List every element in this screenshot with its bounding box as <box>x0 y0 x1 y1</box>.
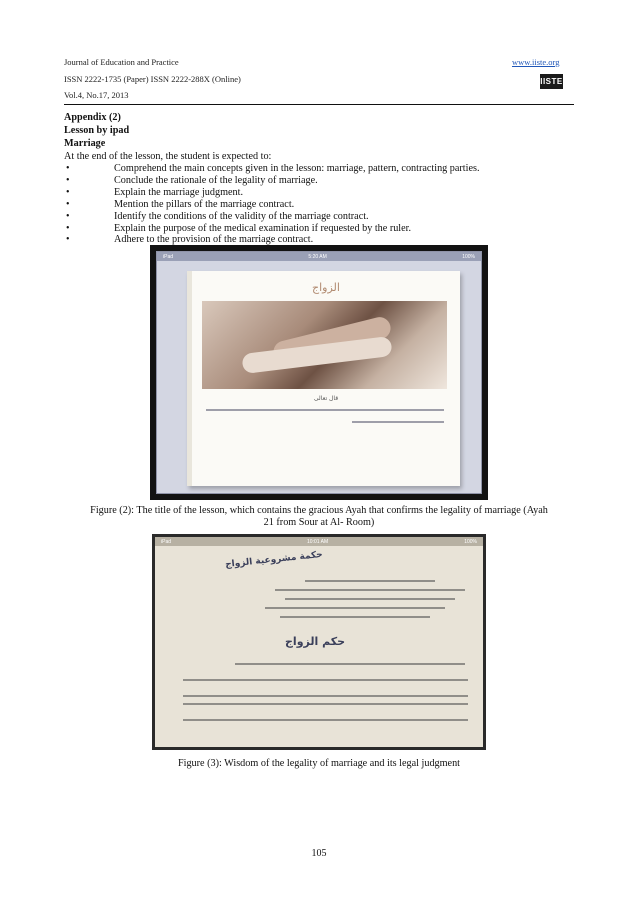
judgment-heading: حكم الزواج <box>285 635 346 648</box>
verse-text-line <box>206 409 444 411</box>
objectives-intro: At the end of the lesson, the student is expected to: <box>64 151 272 162</box>
lesson-page <box>187 271 460 486</box>
judgment-text-line <box>235 663 465 665</box>
ipad-screen <box>156 251 482 494</box>
verse-text-line <box>352 421 444 423</box>
header-rule <box>64 104 574 105</box>
wisdom-heading: حكمة مشروعية الزواج <box>224 549 324 571</box>
lesson-arabic-title: الزواج <box>312 281 340 294</box>
objective-item: • Comprehend the main concepts given in the lesson: marriage, pattern, contracting parties. <box>64 163 574 175</box>
volume-line: Vol.4, No.17, 2013 <box>64 90 129 100</box>
wisdom-text-line <box>265 607 445 609</box>
figure3-caption: Figure (3): Wisdom of the legality of marriage and its legal judgment <box>177 758 461 769</box>
objective-item: • Adhere to the provision of the marriage contract. <box>64 234 574 246</box>
objective-item: • Mention the pillars of the marriage contract. <box>64 199 574 211</box>
judgment-text-line <box>183 679 468 681</box>
iiste-logo: IISTE <box>540 74 563 89</box>
status-device: iPad <box>161 538 172 545</box>
judgment-text-line <box>183 695 468 697</box>
figure3-screenshot <box>152 534 486 750</box>
figure2-caption-line2: 21 from Sour at Al- Room) <box>263 517 375 528</box>
figure2-caption <box>64 505 574 529</box>
status-battery: 100% <box>464 538 477 545</box>
objective-item: • Conclude the rationale of the legality of marriage. <box>64 175 574 187</box>
issn-line: ISSN 2222-1735 (Paper) ISSN 2222-288X (Online) <box>64 74 241 84</box>
judgment-text-line <box>183 703 468 705</box>
status-time: 5:20 AM <box>308 253 327 260</box>
topic-heading: Marriage <box>64 138 106 149</box>
wisdom-text-line <box>280 616 430 618</box>
judgment-text-line <box>183 719 468 721</box>
appendix-section <box>64 111 574 246</box>
wisdom-text-line <box>275 589 465 591</box>
objective-item: • Explain the marriage judgment. <box>64 187 574 199</box>
appendix-label: Appendix (2) <box>64 112 121 123</box>
wedding-hands-photo <box>202 301 447 389</box>
lesson-line: Lesson by ipad <box>64 125 130 136</box>
objectives-list <box>64 163 574 246</box>
wisdom-text-line <box>285 598 455 600</box>
page-number: 105 <box>311 848 327 859</box>
figure2-caption-line1: Figure (2): The title of the lesson, which contains the gracious Ayah that confirms the legality of marriage (Ayah <box>90 505 548 516</box>
objective-item: • Explain the purpose of the medical examination if requested by the ruler. <box>64 223 574 235</box>
objective-item: • Identify the conditions of the validity of the marriage contract. <box>64 211 574 223</box>
journal-title: Journal of Education and Practice <box>64 57 179 67</box>
ipad-status-bar <box>157 252 481 261</box>
status-time: 10:01 AM <box>307 538 329 545</box>
wisdom-text-line <box>305 580 435 582</box>
status-device: iPad <box>163 253 174 260</box>
figure2-screenshot <box>150 245 488 500</box>
verse-intro: قال تعالى <box>313 395 339 402</box>
journal-website-link[interactable]: www.iiste.org <box>512 57 560 67</box>
status-battery: 100% <box>462 253 475 260</box>
ipad-status-bar <box>155 537 483 546</box>
